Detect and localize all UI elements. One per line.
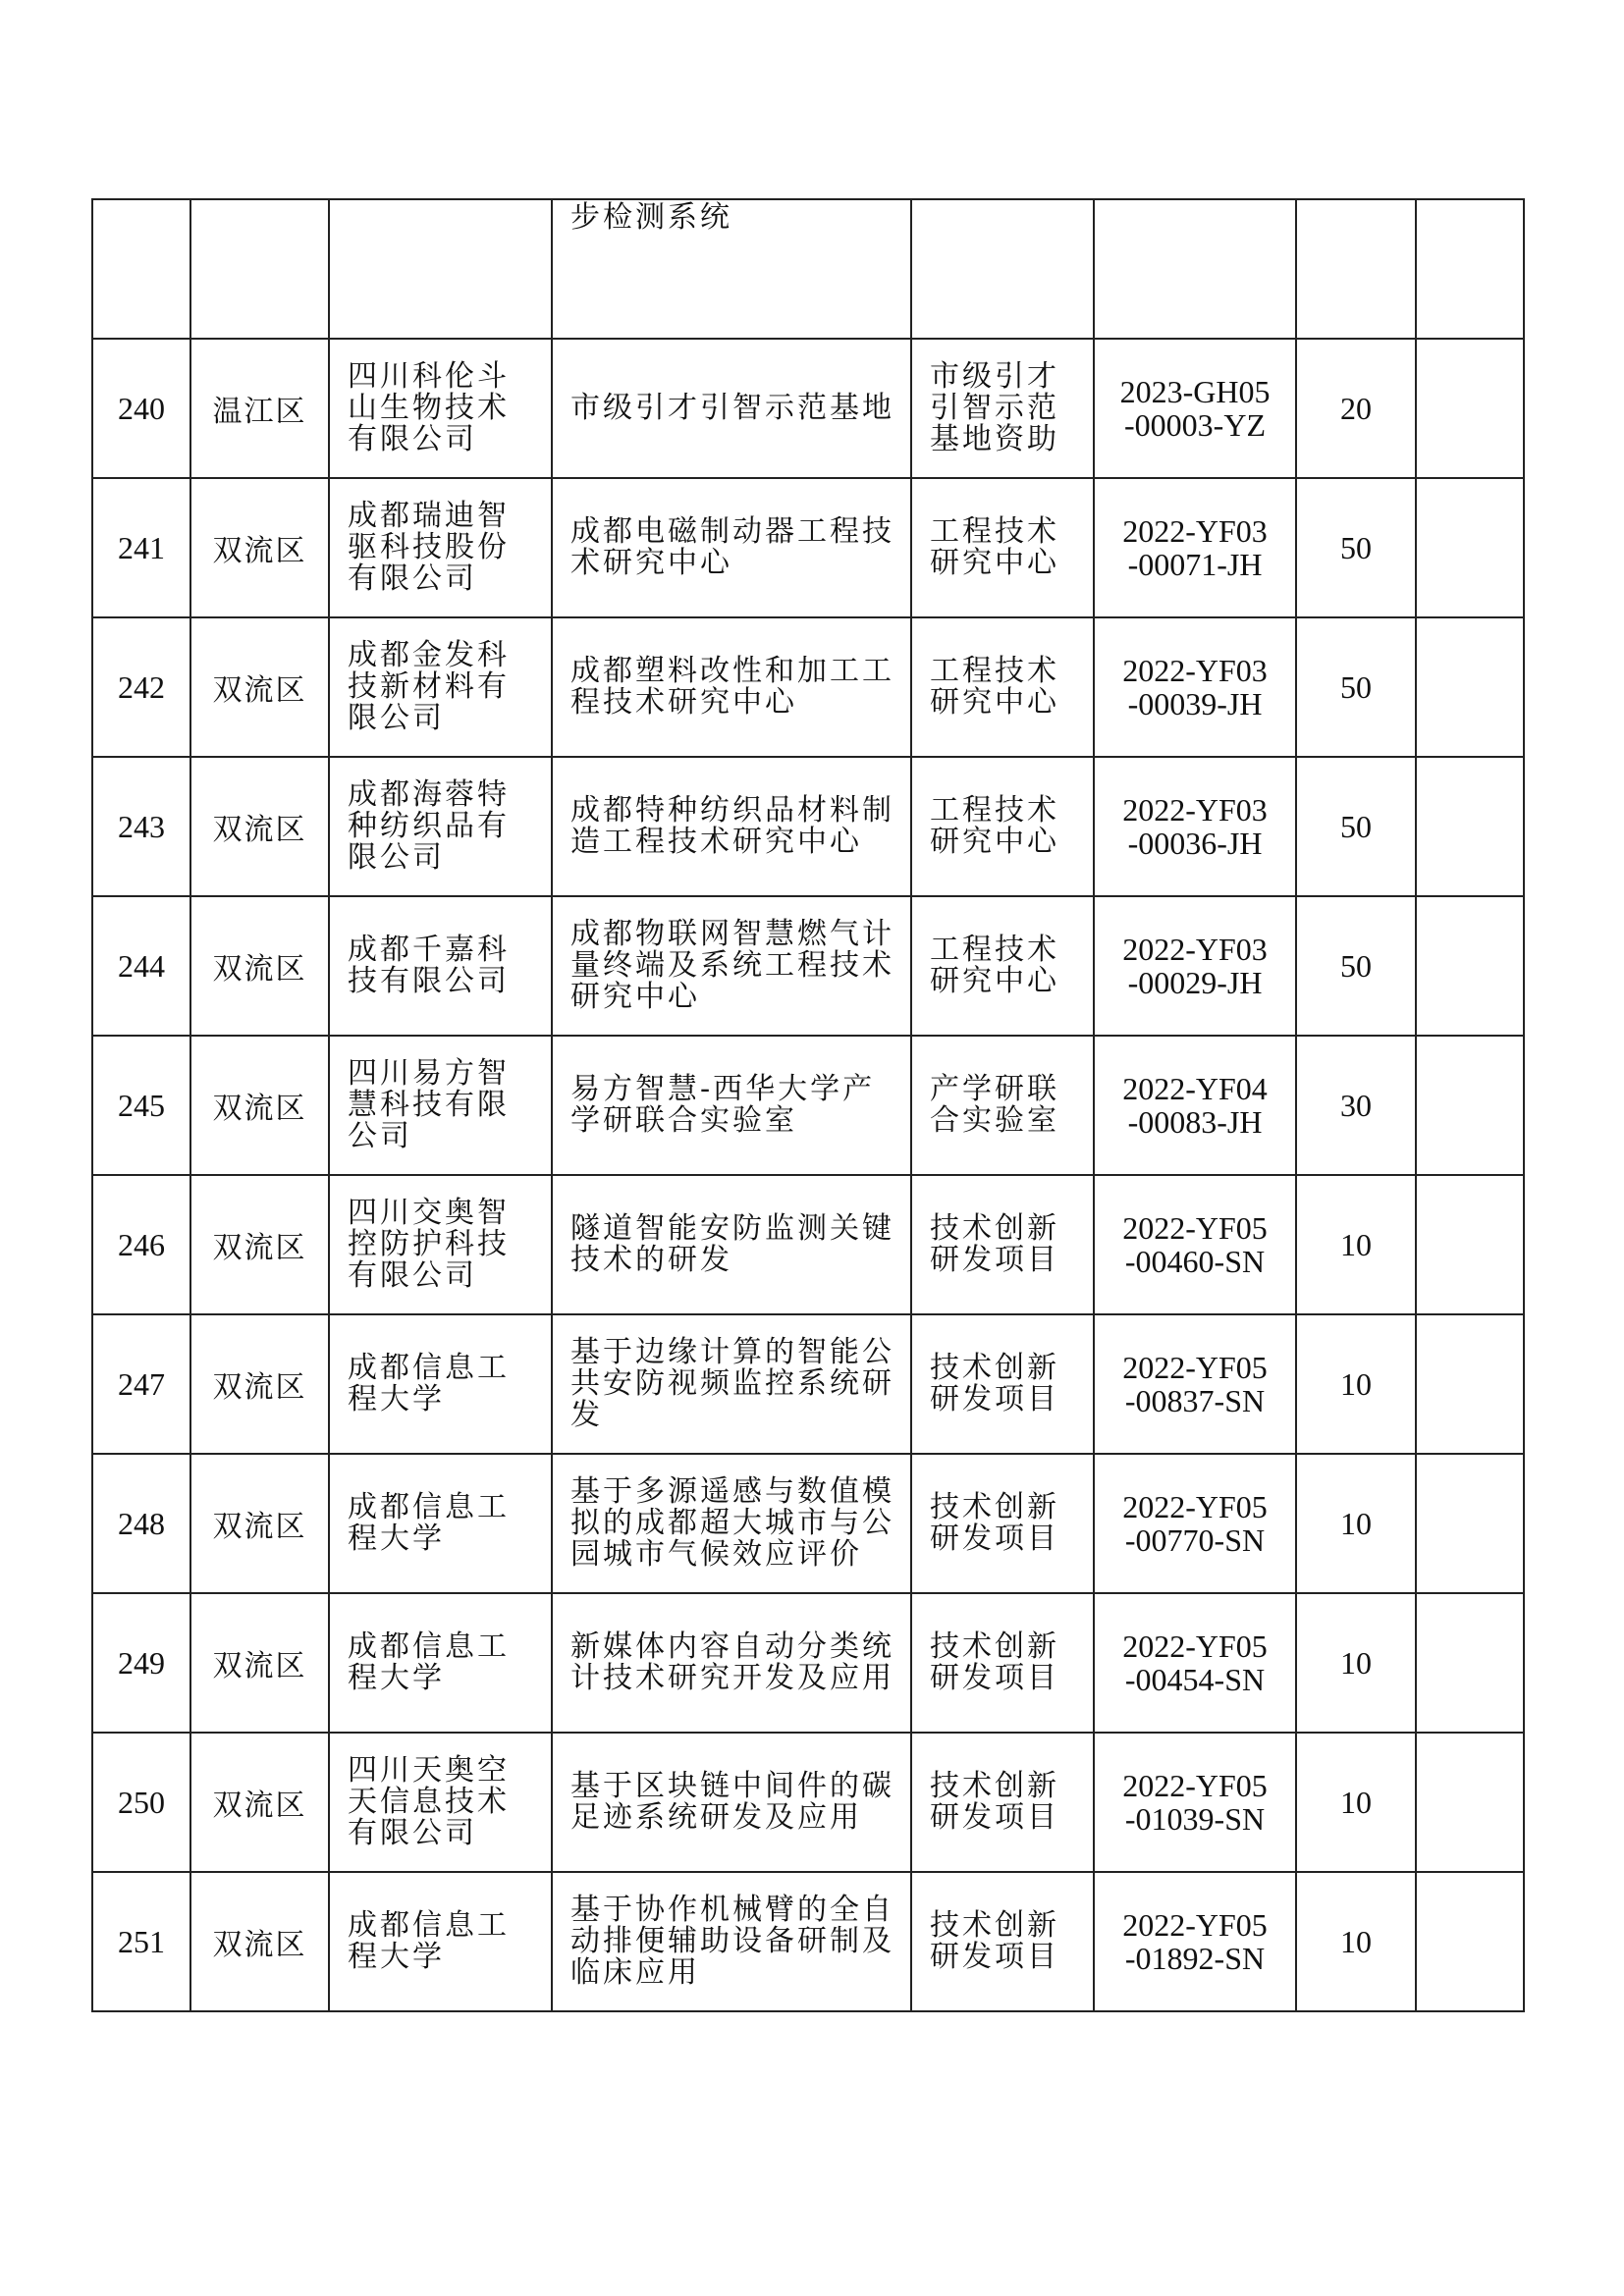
cell-amount: 10 bbox=[1296, 1593, 1416, 1733]
cell-note bbox=[1416, 199, 1524, 339]
project-table bbox=[91, 198, 1525, 2012]
cell-type: 市级引才引智示范基地资助 bbox=[911, 339, 1094, 478]
cell-note bbox=[1416, 1036, 1524, 1175]
table-row bbox=[92, 1593, 1524, 1733]
cell-note bbox=[1416, 896, 1524, 1036]
cell-note bbox=[1416, 757, 1524, 896]
cell-unit: 成都千嘉科技有限公司 bbox=[329, 896, 552, 1036]
cell-no: 242 bbox=[92, 617, 190, 757]
table-row bbox=[92, 1314, 1524, 1454]
cell-type: 工程技术研究中心 bbox=[911, 757, 1094, 896]
cell-code: 2023-GH05 -00003-YZ bbox=[1094, 339, 1296, 478]
table-row bbox=[92, 757, 1524, 896]
cell-unit: 成都金发科技新材料有限公司 bbox=[329, 617, 552, 757]
cell-unit: 四川易方智慧科技有限公司 bbox=[329, 1036, 552, 1175]
table-row bbox=[92, 1733, 1524, 1872]
cell-type: 工程技术研究中心 bbox=[911, 478, 1094, 617]
cell-code: 2022-YF03 -00029-JH bbox=[1094, 896, 1296, 1036]
table-row-continued bbox=[92, 199, 1524, 339]
cell-no: 246 bbox=[92, 1175, 190, 1314]
cell-note bbox=[1416, 1593, 1524, 1733]
cell-amount: 10 bbox=[1296, 1733, 1416, 1872]
cell-project: 成都物联网智慧燃气计量终端及系统工程技术研究中心 bbox=[552, 896, 911, 1036]
cell-no: 241 bbox=[92, 478, 190, 617]
cell-note bbox=[1416, 1454, 1524, 1593]
cell-no: 247 bbox=[92, 1314, 190, 1454]
table-row bbox=[92, 1872, 1524, 2011]
cell-project: 基于协作机械臂的全自动排便辅助设备研制及临床应用 bbox=[552, 1872, 911, 2011]
cell-type: 技术创新研发项目 bbox=[911, 1593, 1094, 1733]
cell-district: 双流区 bbox=[190, 1872, 329, 2011]
cell-project: 新媒体内容自动分类统计技术研究开发及应用 bbox=[552, 1593, 911, 1733]
table-row bbox=[92, 478, 1524, 617]
cell-district: 双流区 bbox=[190, 757, 329, 896]
cell-code: 2022-YF03 -00036-JH bbox=[1094, 757, 1296, 896]
cell-type bbox=[911, 199, 1094, 339]
cell-district: 双流区 bbox=[190, 478, 329, 617]
cell-amount: 50 bbox=[1296, 617, 1416, 757]
cell-district: 双流区 bbox=[190, 1593, 329, 1733]
cell-no: 244 bbox=[92, 896, 190, 1036]
cell-amount: 50 bbox=[1296, 478, 1416, 617]
cell-amount: 10 bbox=[1296, 1314, 1416, 1454]
cell-note bbox=[1416, 1314, 1524, 1454]
cell-project bbox=[552, 199, 911, 339]
cell-code: 2022-YF04 -00083-JH bbox=[1094, 1036, 1296, 1175]
cell-code: 2022-YF05 -01892-SN bbox=[1094, 1872, 1296, 2011]
cell-district: 温江区 bbox=[190, 339, 329, 478]
cell-district: 双流区 bbox=[190, 1314, 329, 1454]
cell-district: 双流区 bbox=[190, 1454, 329, 1593]
cell-no: 251 bbox=[92, 1872, 190, 2011]
cell-code bbox=[1094, 199, 1296, 339]
cell-amount: 20 bbox=[1296, 339, 1416, 478]
cell-project: 成都塑料改性和加工工程技术研究中心 bbox=[552, 617, 911, 757]
cell-no: 243 bbox=[92, 757, 190, 896]
cell-amount: 10 bbox=[1296, 1175, 1416, 1314]
table-row bbox=[92, 339, 1524, 478]
cell-unit: 成都瑞迪智驱科技股份有限公司 bbox=[329, 478, 552, 617]
cell-project: 易方智慧-西华大学产学研联合实验室 bbox=[552, 1036, 911, 1175]
cell-note bbox=[1416, 1175, 1524, 1314]
cell-note bbox=[1416, 1872, 1524, 2011]
cell-unit: 成都信息工程大学 bbox=[329, 1872, 552, 2011]
cell-code: 2022-YF03 -00039-JH bbox=[1094, 617, 1296, 757]
cell-no: 250 bbox=[92, 1733, 190, 1872]
cell-unit: 四川交奥智控防护科技有限公司 bbox=[329, 1175, 552, 1314]
cell-no: 248 bbox=[92, 1454, 190, 1593]
cell-code: 2022-YF05 -00770-SN bbox=[1094, 1454, 1296, 1593]
cell-type: 技术创新研发项目 bbox=[911, 1175, 1094, 1314]
cell-unit: 成都海蓉特种纺织品有限公司 bbox=[329, 757, 552, 896]
cell-note bbox=[1416, 617, 1524, 757]
table-row bbox=[92, 1036, 1524, 1175]
cell-type: 产学研联合实验室 bbox=[911, 1036, 1094, 1175]
cell-project: 成都电磁制动器工程技术研究中心 bbox=[552, 478, 911, 617]
cell-note bbox=[1416, 339, 1524, 478]
cell-code: 2022-YF03 -00071-JH bbox=[1094, 478, 1296, 617]
cell-unit: 四川天奥空天信息技术有限公司 bbox=[329, 1733, 552, 1872]
cell-amount: 50 bbox=[1296, 896, 1416, 1036]
cell-type: 技术创新研发项目 bbox=[911, 1454, 1094, 1593]
cell-code: 2022-YF05 -00460-SN bbox=[1094, 1175, 1296, 1314]
cell-note bbox=[1416, 1733, 1524, 1872]
cell-project: 基于边缘计算的智能公共安防视频监控系统研发 bbox=[552, 1314, 911, 1454]
cell-project: 市级引才引智示范基地 bbox=[552, 339, 911, 478]
cell-amount: 30 bbox=[1296, 1036, 1416, 1175]
cell-unit: 四川科伦斗山生物技术有限公司 bbox=[329, 339, 552, 478]
cell-type: 技术创新研发项目 bbox=[911, 1314, 1094, 1454]
cell-type: 技术创新研发项目 bbox=[911, 1872, 1094, 2011]
cell-project: 基于多源遥感与数值模拟的成都超大城市与公园城市气候效应评价 bbox=[552, 1454, 911, 1593]
table-row bbox=[92, 896, 1524, 1036]
cell-unit: 成都信息工程大学 bbox=[329, 1454, 552, 1593]
cell-amount: 10 bbox=[1296, 1872, 1416, 2011]
cell-type: 工程技术研究中心 bbox=[911, 896, 1094, 1036]
table-row bbox=[92, 617, 1524, 757]
cell-district: 双流区 bbox=[190, 1175, 329, 1314]
cell-unit bbox=[329, 199, 552, 339]
cell-type: 技术创新研发项目 bbox=[911, 1733, 1094, 1872]
cell-code: 2022-YF05 -00837-SN bbox=[1094, 1314, 1296, 1454]
cell-district: 双流区 bbox=[190, 1733, 329, 1872]
table-body bbox=[92, 199, 1524, 2011]
cell-amount bbox=[1296, 199, 1416, 339]
cell-type: 工程技术研究中心 bbox=[911, 617, 1094, 757]
table-row bbox=[92, 1175, 1524, 1314]
cell-no bbox=[92, 199, 190, 339]
cell-district bbox=[190, 199, 329, 339]
cell-no: 240 bbox=[92, 339, 190, 478]
table-row bbox=[92, 1454, 1524, 1593]
cell-district: 双流区 bbox=[190, 617, 329, 757]
cell-unit: 成都信息工程大学 bbox=[329, 1314, 552, 1454]
cell-district: 双流区 bbox=[190, 1036, 329, 1175]
cell-amount: 50 bbox=[1296, 757, 1416, 896]
cell-no: 249 bbox=[92, 1593, 190, 1733]
cell-code: 2022-YF05 -01039-SN bbox=[1094, 1733, 1296, 1872]
cell-note bbox=[1416, 478, 1524, 617]
cell-project: 成都特种纺织品材料制造工程技术研究中心 bbox=[552, 757, 911, 896]
cell-no: 245 bbox=[92, 1036, 190, 1175]
project-text: 步检测系统 bbox=[570, 200, 732, 235]
cell-project: 隧道智能安防监测关键技术的研发 bbox=[552, 1175, 911, 1314]
cell-code: 2022-YF05 -00454-SN bbox=[1094, 1593, 1296, 1733]
cell-unit: 成都信息工程大学 bbox=[329, 1593, 552, 1733]
cell-project: 基于区块链中间件的碳足迹系统研发及应用 bbox=[552, 1733, 911, 1872]
cell-amount: 10 bbox=[1296, 1454, 1416, 1593]
cell-district: 双流区 bbox=[190, 896, 329, 1036]
